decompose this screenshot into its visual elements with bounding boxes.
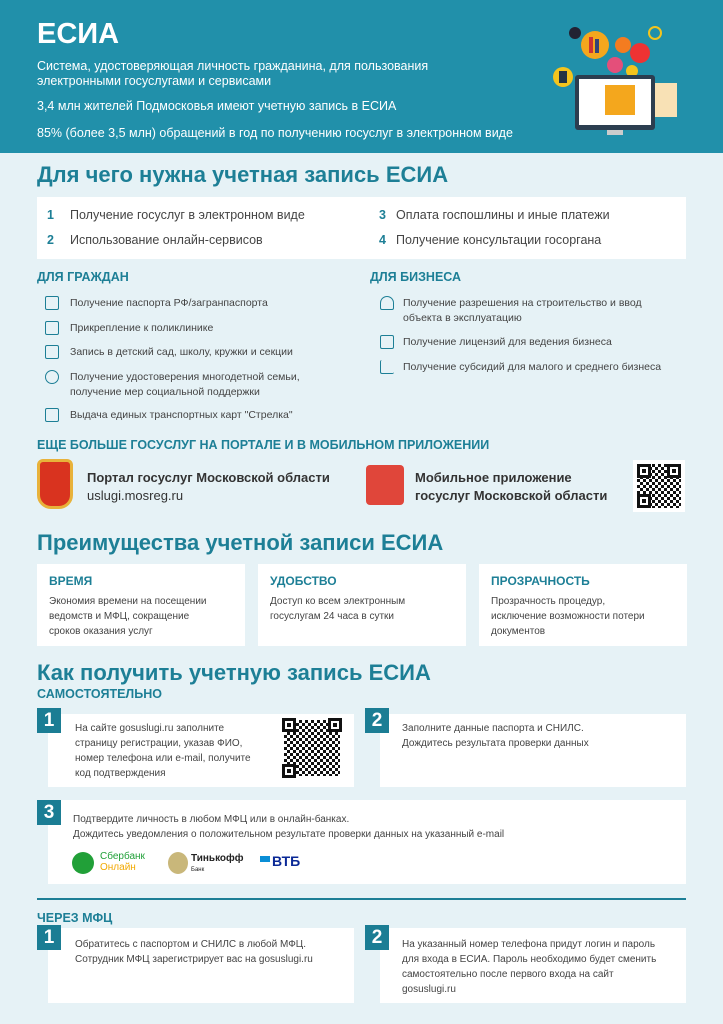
purpose-item: Оплата госпошлины и иные платежи (396, 208, 610, 222)
business-service: Получение субсидий для малого и среднего бизнеса (403, 361, 662, 373)
citizen-service: Выдача единых транспортных карт "Стрелка" (70, 409, 293, 421)
card-text: ведомств и МФЦ, сокращение (49, 611, 190, 622)
step-text: Дождитесь уведомления о положительном результате проверки данных на указанный e-mail (73, 829, 505, 840)
step-text: самостоятельно после первого входа на сайт (402, 969, 614, 980)
card-text: Доступ ко всем электронным (270, 596, 406, 607)
step-number: 1 (37, 925, 61, 950)
mfc-heading: ЧЕРЕЗ МФЦ (37, 911, 113, 925)
license-icon (380, 335, 394, 349)
purpose-list (37, 197, 686, 259)
growth-chart-icon (380, 360, 394, 374)
app-name-cont: госуслуг Московской области (415, 488, 608, 503)
item-number: 3 (379, 208, 386, 222)
app-icon[interactable] (366, 465, 404, 505)
step-text: Сотрудник МФЦ зарегистрирует вас на gosuslugi.ru (75, 954, 313, 965)
item-number: 2 (47, 233, 54, 247)
computer-illustration (545, 15, 685, 135)
purpose-item: Получение консультации госоргана (396, 233, 602, 247)
business-service: Получение лицензий для ведения бизнеса (403, 336, 612, 348)
item-number: 4 (379, 233, 386, 247)
citizen-service: Получение паспорта РФ/загранпаспорта (70, 297, 268, 309)
advantages-heading: Преимущества учетной записи ЕСИА (37, 530, 444, 555)
portal-name: Портал госуслуг Московской области (87, 470, 330, 485)
advantage-card-transparency (479, 564, 687, 646)
step-text: код подтверждения (75, 768, 166, 779)
purpose-item: Получение госуслуг в электронном виде (70, 208, 305, 222)
card-title: ВРЕМЯ (49, 574, 93, 588)
step-text: На указанный номер телефона придут логин и пароль (402, 939, 656, 950)
header-stat-2: 85% (более 3,5 млн) обращений в год по получению госуслуг в электронном виде (37, 126, 513, 140)
card-text: госуслугам 24 часа в сутки (270, 611, 394, 622)
purpose-heading: Для чего нужна учетная запись ЕСИА (37, 162, 449, 187)
mfc-step-1-card (48, 928, 354, 1003)
mfc-step-2-card (380, 928, 686, 1003)
page-title: ЕСИА (37, 18, 120, 50)
howto-heading: Как получить учетную запись ЕСИА (37, 660, 431, 685)
advantage-card-time (37, 564, 245, 646)
business-service: Получение разрешения на строительство и ввод (403, 297, 642, 309)
step-text: Заполните данные паспорта и СНИЛС. (402, 723, 584, 734)
item-number: 1 (47, 208, 54, 222)
self-step-1-card (48, 714, 354, 787)
step-text: Подтвердите личность в любом МФЦ или в онлайн-банках. (73, 814, 350, 825)
step-text: gosuslugi.ru (402, 984, 456, 995)
divider (37, 898, 686, 900)
app-name: Мобильное приложение (415, 470, 572, 485)
tinkoff-text: Тинькофф (191, 853, 244, 864)
vtb-logo: ВТБ (272, 853, 301, 869)
portal-url-link[interactable]: uslugi.mosreg.ru (87, 488, 184, 503)
card-text: документов (491, 626, 546, 637)
business-heading: ДЛЯ БИЗНЕСА (370, 270, 462, 284)
self-step-2-card (380, 714, 686, 787)
more-heading: ЕЩЕ БОЛЬШЕ ГОСУСЛУГ НА ПОРТАЛЕ И В МОБИЛЬНОМ ПРИЛОЖЕНИИ (37, 438, 490, 452)
sberbank-logo (100, 851, 145, 873)
tinkoff-logo (191, 854, 244, 875)
school-book-icon (45, 345, 59, 359)
step-text: для входа в ЕСИА. Пароль необходимо будет сменить (402, 954, 657, 965)
step-number: 3 (37, 800, 61, 825)
advantage-card-convenience (258, 564, 466, 646)
card-title: ПРОЗРАЧНОСТЬ (491, 574, 590, 588)
tinkoff-text-2: Банк (191, 867, 205, 873)
vtb-stripes-icon (260, 856, 270, 862)
app-qr-code (633, 460, 685, 512)
self-step-3-card (48, 800, 686, 884)
tinkoff-emblem-icon (168, 852, 188, 874)
card-text: Экономия времени на посещении (49, 596, 207, 607)
step-number: 2 (365, 708, 389, 733)
step-text: Обратитесь с паспортом и СНИЛС в любой МФЦ. (75, 939, 306, 950)
citizen-service: Прикрепление к поликлинике (70, 322, 214, 334)
header-description-2: электронными госуслугами и сервисами (37, 74, 272, 88)
card-text: Прозрачность процедур, (491, 596, 606, 607)
citizens-heading: ДЛЯ ГРАЖДАН (37, 270, 129, 284)
self-heading: САМОСТОЯТЕЛЬНО (37, 687, 162, 701)
ambulance-icon (45, 321, 59, 335)
step-number: 1 (37, 708, 61, 733)
passport-icon (45, 296, 59, 310)
step-text: Дождитесь результата проверки данных (402, 738, 589, 749)
purpose-item: Использование онлайн-сервисов (70, 233, 263, 247)
crane-hook-icon (380, 296, 394, 310)
bus-icon (45, 408, 59, 422)
step-text: номер телефона или e-mail, получите (75, 753, 251, 764)
moscow-region-emblem (37, 459, 73, 509)
header-description: Система, удостоверяющая личность гражданина, для пользования (37, 59, 429, 73)
step-text: страницу регистрации, указав ФИО, (75, 738, 243, 749)
sberbank-logo-icon (72, 852, 94, 874)
child-face-icon (45, 370, 59, 384)
citizen-service: Запись в детский сад, школу, кружки и секции (70, 346, 293, 358)
citizen-service: Получение удостоверения многодетной семьи, (70, 371, 300, 383)
citizen-service-cont: получение мер социальной поддержки (70, 386, 260, 398)
card-text: исключение возможности потери (491, 611, 645, 622)
card-title: УДОБСТВО (270, 574, 337, 588)
header-stat-1: 3,4 млн жителей Подмосковья имеют учетную запись в ЕСИА (37, 99, 397, 113)
sber-text: Сбербанк (100, 851, 145, 862)
business-service-cont: объекта в эксплуатацию (403, 312, 522, 324)
gosuslugi-qr-code (280, 716, 344, 780)
card-text: сроков оказания услуг (49, 626, 153, 637)
step-text: На сайте gosuslugi.ru заполните (75, 723, 225, 734)
sber-text-2: Онлайн (100, 862, 136, 873)
step-number: 2 (365, 925, 389, 950)
